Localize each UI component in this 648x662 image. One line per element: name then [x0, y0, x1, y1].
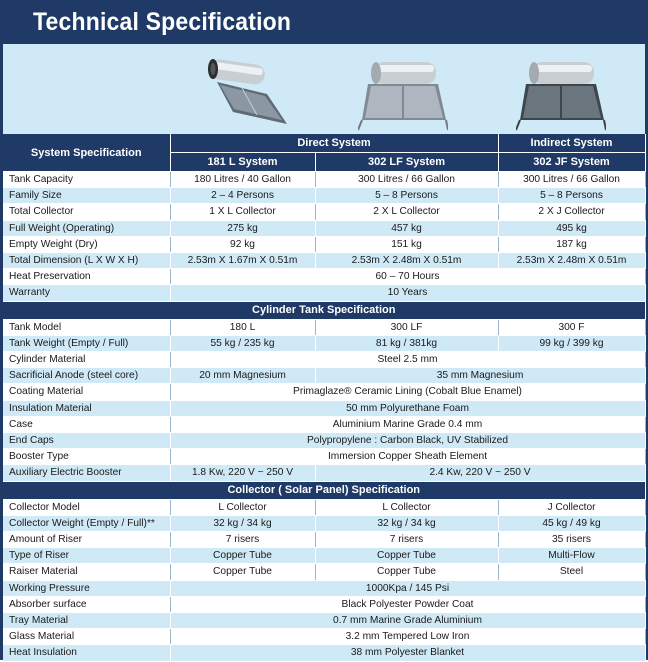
spec-value-merged: Black Polyester Powder Coat: [170, 596, 645, 612]
spec-label: Total Collector: [3, 204, 170, 220]
spec-label: Heat Preservation: [3, 269, 170, 285]
spec-value: 45 kg / 49 kg: [498, 515, 645, 531]
spec-label: Booster Type: [3, 449, 170, 465]
spec-value-merged: 1000Kpa / 145 Psi: [170, 580, 645, 596]
spec-row: [3, 580, 645, 596]
spec-value: 81 kg / 381kg: [315, 335, 498, 351]
collector-section-header: [3, 481, 645, 499]
spec-label: Total Dimension (L X W X H): [3, 253, 170, 269]
cylinder-section-header: [3, 301, 645, 319]
spec-value: 1.8 Kw, 220 V ~ 250 V: [170, 465, 315, 481]
spec-value: Multi-Flow: [498, 548, 645, 564]
spec-value: 300 Litres / 66 Gallon: [315, 172, 498, 188]
spec-row: [3, 433, 645, 449]
spec-label: Empty Weight (Dry): [3, 236, 170, 252]
spec-row: [3, 449, 645, 465]
spec-value-merged: Primaglaze® Ceramic Lining (Cobalt Blue Enamel): [170, 384, 645, 400]
spec-value-merged: 50 mm Polyurethane Foam: [170, 400, 645, 416]
spec-value-merged: 38 mm Polyester Blanket: [170, 645, 645, 661]
spec-value: Steel: [498, 564, 645, 580]
spec-row: [3, 645, 645, 661]
spec-table: [3, 134, 646, 662]
spec-row: [3, 285, 645, 301]
spec-value: L Collector: [170, 499, 315, 515]
spec-label: End Caps: [3, 433, 170, 449]
spec-label: Case: [3, 416, 170, 432]
spec-value: 5 – 8 Persons: [315, 188, 498, 204]
spec-label: Absorber surface: [3, 596, 170, 612]
spec-value-merged: Aluminium Marine Grade 0.4 mm: [170, 416, 645, 432]
spec-label: Tank Model: [3, 319, 170, 335]
spec-value: 180 Litres / 40 Gallon: [170, 172, 315, 188]
spec-label: Working Pressure: [3, 580, 170, 596]
spec-value: 495 kg: [498, 220, 645, 236]
spec-label: Glass Material: [3, 629, 170, 645]
spec-row: [3, 416, 645, 432]
product-image-band: [3, 44, 645, 134]
spec-value: 92 kg: [170, 236, 315, 252]
indirect-system-header: Indirect System: [498, 134, 645, 153]
spec-value: 35 risers: [498, 532, 645, 548]
spec-value: 2 X J Collector: [498, 204, 645, 220]
model-header: 302 LF System: [315, 153, 498, 172]
spec-label: Tank Weight (Empty / Full): [3, 335, 170, 351]
spec-value: 2.53m X 2.48m X 0.51m: [315, 253, 498, 269]
spec-value: Copper Tube: [315, 564, 498, 580]
spec-row: [3, 532, 645, 548]
spec-label: Sacrificial Anode (steel core): [3, 368, 170, 384]
spec-value-merged: 10 Years: [170, 285, 645, 301]
spec-value-merged: 35 mm Magnesium: [315, 368, 645, 384]
spec-value: L Collector: [315, 499, 498, 515]
spec-label: Tank Capacity: [3, 172, 170, 188]
spec-label: Collector Weight (Empty / Full)**: [3, 515, 170, 531]
spec-value-merged: 60 – 70 Hours: [170, 269, 645, 285]
spec-label: Cylinder Material: [3, 352, 170, 368]
title-bar: [0, 0, 648, 44]
spec-row: [3, 499, 645, 515]
spec-value: Copper Tube: [315, 548, 498, 564]
spec-label: Amount of Riser: [3, 532, 170, 548]
spec-label: Insulation Material: [3, 400, 170, 416]
spec-value: 7 risers: [170, 532, 315, 548]
cylinder-section-header-title: Cylinder Tank Specification: [3, 301, 645, 319]
spec-row: [3, 368, 645, 384]
spec-value: 55 kg / 235 kg: [170, 335, 315, 351]
spec-value: 457 kg: [315, 220, 498, 236]
spec-value: Copper Tube: [170, 548, 315, 564]
spec-row: [3, 400, 645, 416]
spec-value: 300 Litres / 66 Gallon: [498, 172, 645, 188]
spec-label: Full Weight (Operating): [3, 220, 170, 236]
spec-value: 2 – 4 Persons: [170, 188, 315, 204]
spec-row: [3, 319, 645, 335]
direct-system-header: Direct System: [170, 134, 498, 153]
spec-row: [3, 269, 645, 285]
spec-value: 2 X L Collector: [315, 204, 498, 220]
spec-value: 180 L: [170, 319, 315, 335]
product-image-302lf: [358, 56, 448, 134]
model-header: 181 L System: [170, 153, 315, 172]
spec-row: [3, 465, 645, 481]
spec-label: Collector Model: [3, 499, 170, 515]
spec-row: [3, 220, 645, 236]
page-title: Technical Specification: [33, 8, 292, 36]
spec-label: Coating Material: [3, 384, 170, 400]
spec-value-merged: Immersion Copper Sheath Element: [170, 449, 645, 465]
spec-label: Type of Riser: [3, 548, 170, 564]
spec-label: Raiser Material: [3, 564, 170, 580]
spec-value: 1 X L Collector: [170, 204, 315, 220]
spec-value-merged: Polypropylene : Carbon Black, UV Stabilized: [170, 433, 645, 449]
spec-row: [3, 596, 645, 612]
spec-row: [3, 564, 645, 580]
spec-row: [3, 204, 645, 220]
spec-value-merged: 2.4 Kw, 220 V ~ 250 V: [315, 465, 645, 481]
spec-value-merged: Steel 2.5 mm: [170, 352, 645, 368]
header-row-groups: [3, 134, 645, 153]
spec-row: [3, 613, 645, 629]
spec-value: 300 LF: [315, 319, 498, 335]
system-spec-header: System Specification: [3, 134, 170, 172]
spec-label: Heat Insulation: [3, 645, 170, 661]
spec-row: [3, 548, 645, 564]
product-image-181l: [203, 52, 293, 130]
spec-value: 300 F: [498, 319, 645, 335]
spec-value-merged: 0.7 mm Marine Grade Aluminium: [170, 613, 645, 629]
spec-value: 5 – 8 Persons: [498, 188, 645, 204]
spec-value: J Collector: [498, 499, 645, 515]
spec-value: 32 kg / 34 kg: [315, 515, 498, 531]
spec-value-merged: 3.2 mm Tempered Low Iron: [170, 629, 645, 645]
spec-row: [3, 253, 645, 269]
spec-label: Family Size: [3, 188, 170, 204]
spec-label: Auxiliary Electric Booster: [3, 465, 170, 481]
spec-row: [3, 335, 645, 351]
spec-value: 99 kg / 399 kg: [498, 335, 645, 351]
spec-value: 151 kg: [315, 236, 498, 252]
collector-section-header-title: Collector ( Solar Panel) Specification: [3, 481, 645, 499]
spec-value: 20 mm Magnesium: [170, 368, 315, 384]
spec-value: 275 kg: [170, 220, 315, 236]
spec-value: 2.53m X 2.48m X 0.51m: [498, 253, 645, 269]
spec-value: 7 risers: [315, 532, 498, 548]
product-image-302jf: [516, 56, 606, 134]
model-header: 302 JF System: [498, 153, 645, 172]
spec-row: [3, 515, 645, 531]
spec-value: Copper Tube: [170, 564, 315, 580]
spec-value: 32 kg / 34 kg: [170, 515, 315, 531]
spec-label: Warranty: [3, 285, 170, 301]
spec-label: Tray Material: [3, 613, 170, 629]
spec-row: [3, 352, 645, 368]
spec-row: [3, 236, 645, 252]
spec-row: [3, 384, 645, 400]
spec-value: 187 kg: [498, 236, 645, 252]
spec-row: [3, 172, 645, 188]
spec-row: [3, 188, 645, 204]
spec-row: [3, 629, 645, 645]
spec-value: 2.53m X 1.67m X 0.51m: [170, 253, 315, 269]
